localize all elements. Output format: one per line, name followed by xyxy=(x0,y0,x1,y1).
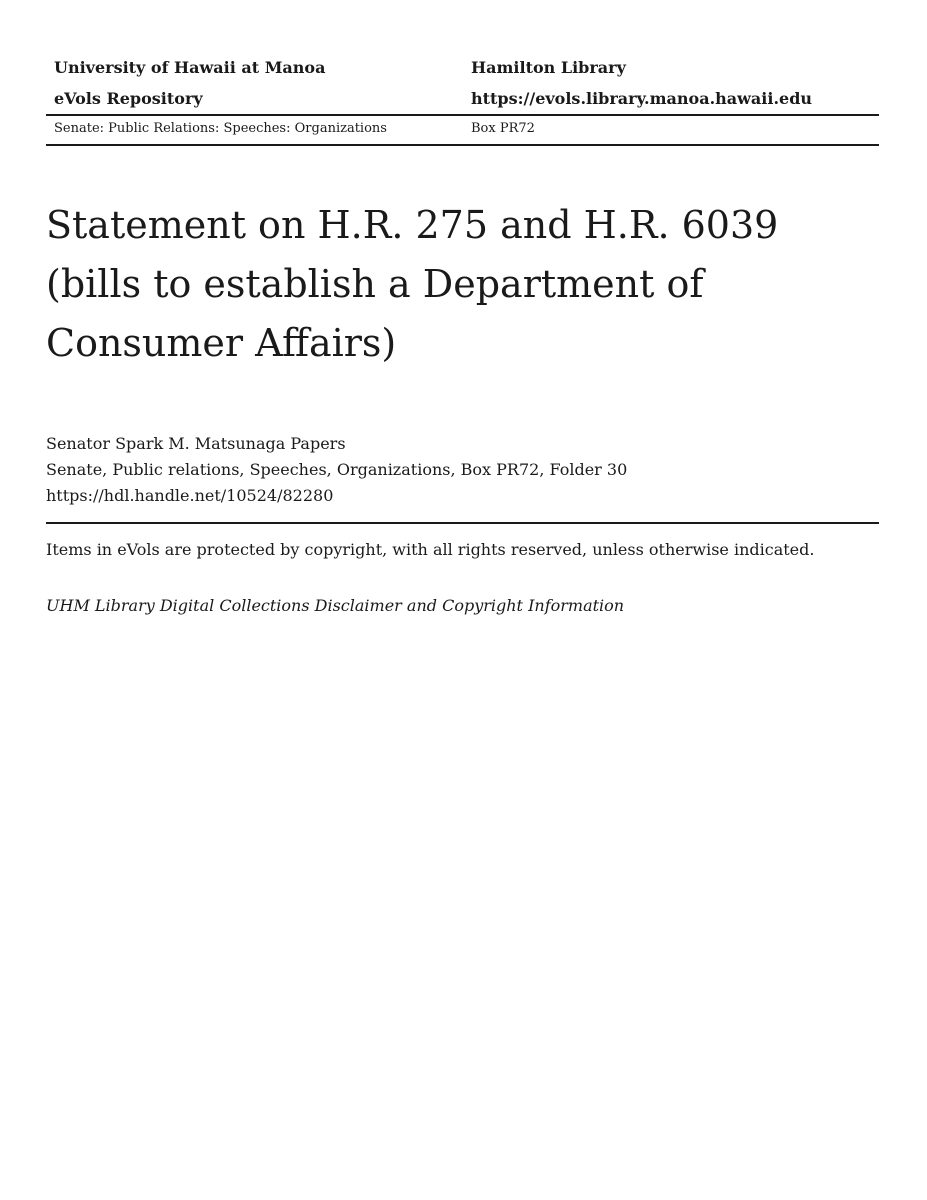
handle-link[interactable]: https://hdl.handle.net/10524/82280 xyxy=(46,486,334,505)
folder-location: Senate, Public relations, Speeches, Organizations, Box PR72, Folder 30 xyxy=(46,460,628,479)
document-metadata xyxy=(46,431,879,509)
header-row-1 xyxy=(46,52,879,83)
repository-url: https://evols.library.manoa.hawaii.edu xyxy=(471,89,813,108)
collection-name: Senator Spark M. Matsunaga Papers xyxy=(46,434,346,453)
institution-name: University of Hawaii at Manoa xyxy=(54,58,326,77)
cover-page xyxy=(46,52,879,619)
box-label: Box PR72 xyxy=(471,121,535,136)
header-bottom-divider xyxy=(46,144,879,146)
document-title: Statement on H.R. 275 and H.R. 6039 (bills to establish a Department of Consumer Affairs) xyxy=(46,203,779,365)
disclaimer-link[interactable]: UHM Library Digital Collections Disclaimer and Copyright Information xyxy=(46,596,625,615)
collection-path: Senate: Public Relations: Speeches: Organizations xyxy=(54,121,387,136)
header-row-3 xyxy=(46,116,879,144)
repository-name: eVols Repository xyxy=(54,89,203,108)
copyright-notice: Items in eVols are protected by copyright, with all rights reserved, unless otherwise indicated. xyxy=(46,540,815,559)
header-row-2 xyxy=(46,83,879,114)
metadata-divider xyxy=(46,522,879,524)
header xyxy=(46,52,879,146)
library-name: Hamilton Library xyxy=(471,58,626,77)
